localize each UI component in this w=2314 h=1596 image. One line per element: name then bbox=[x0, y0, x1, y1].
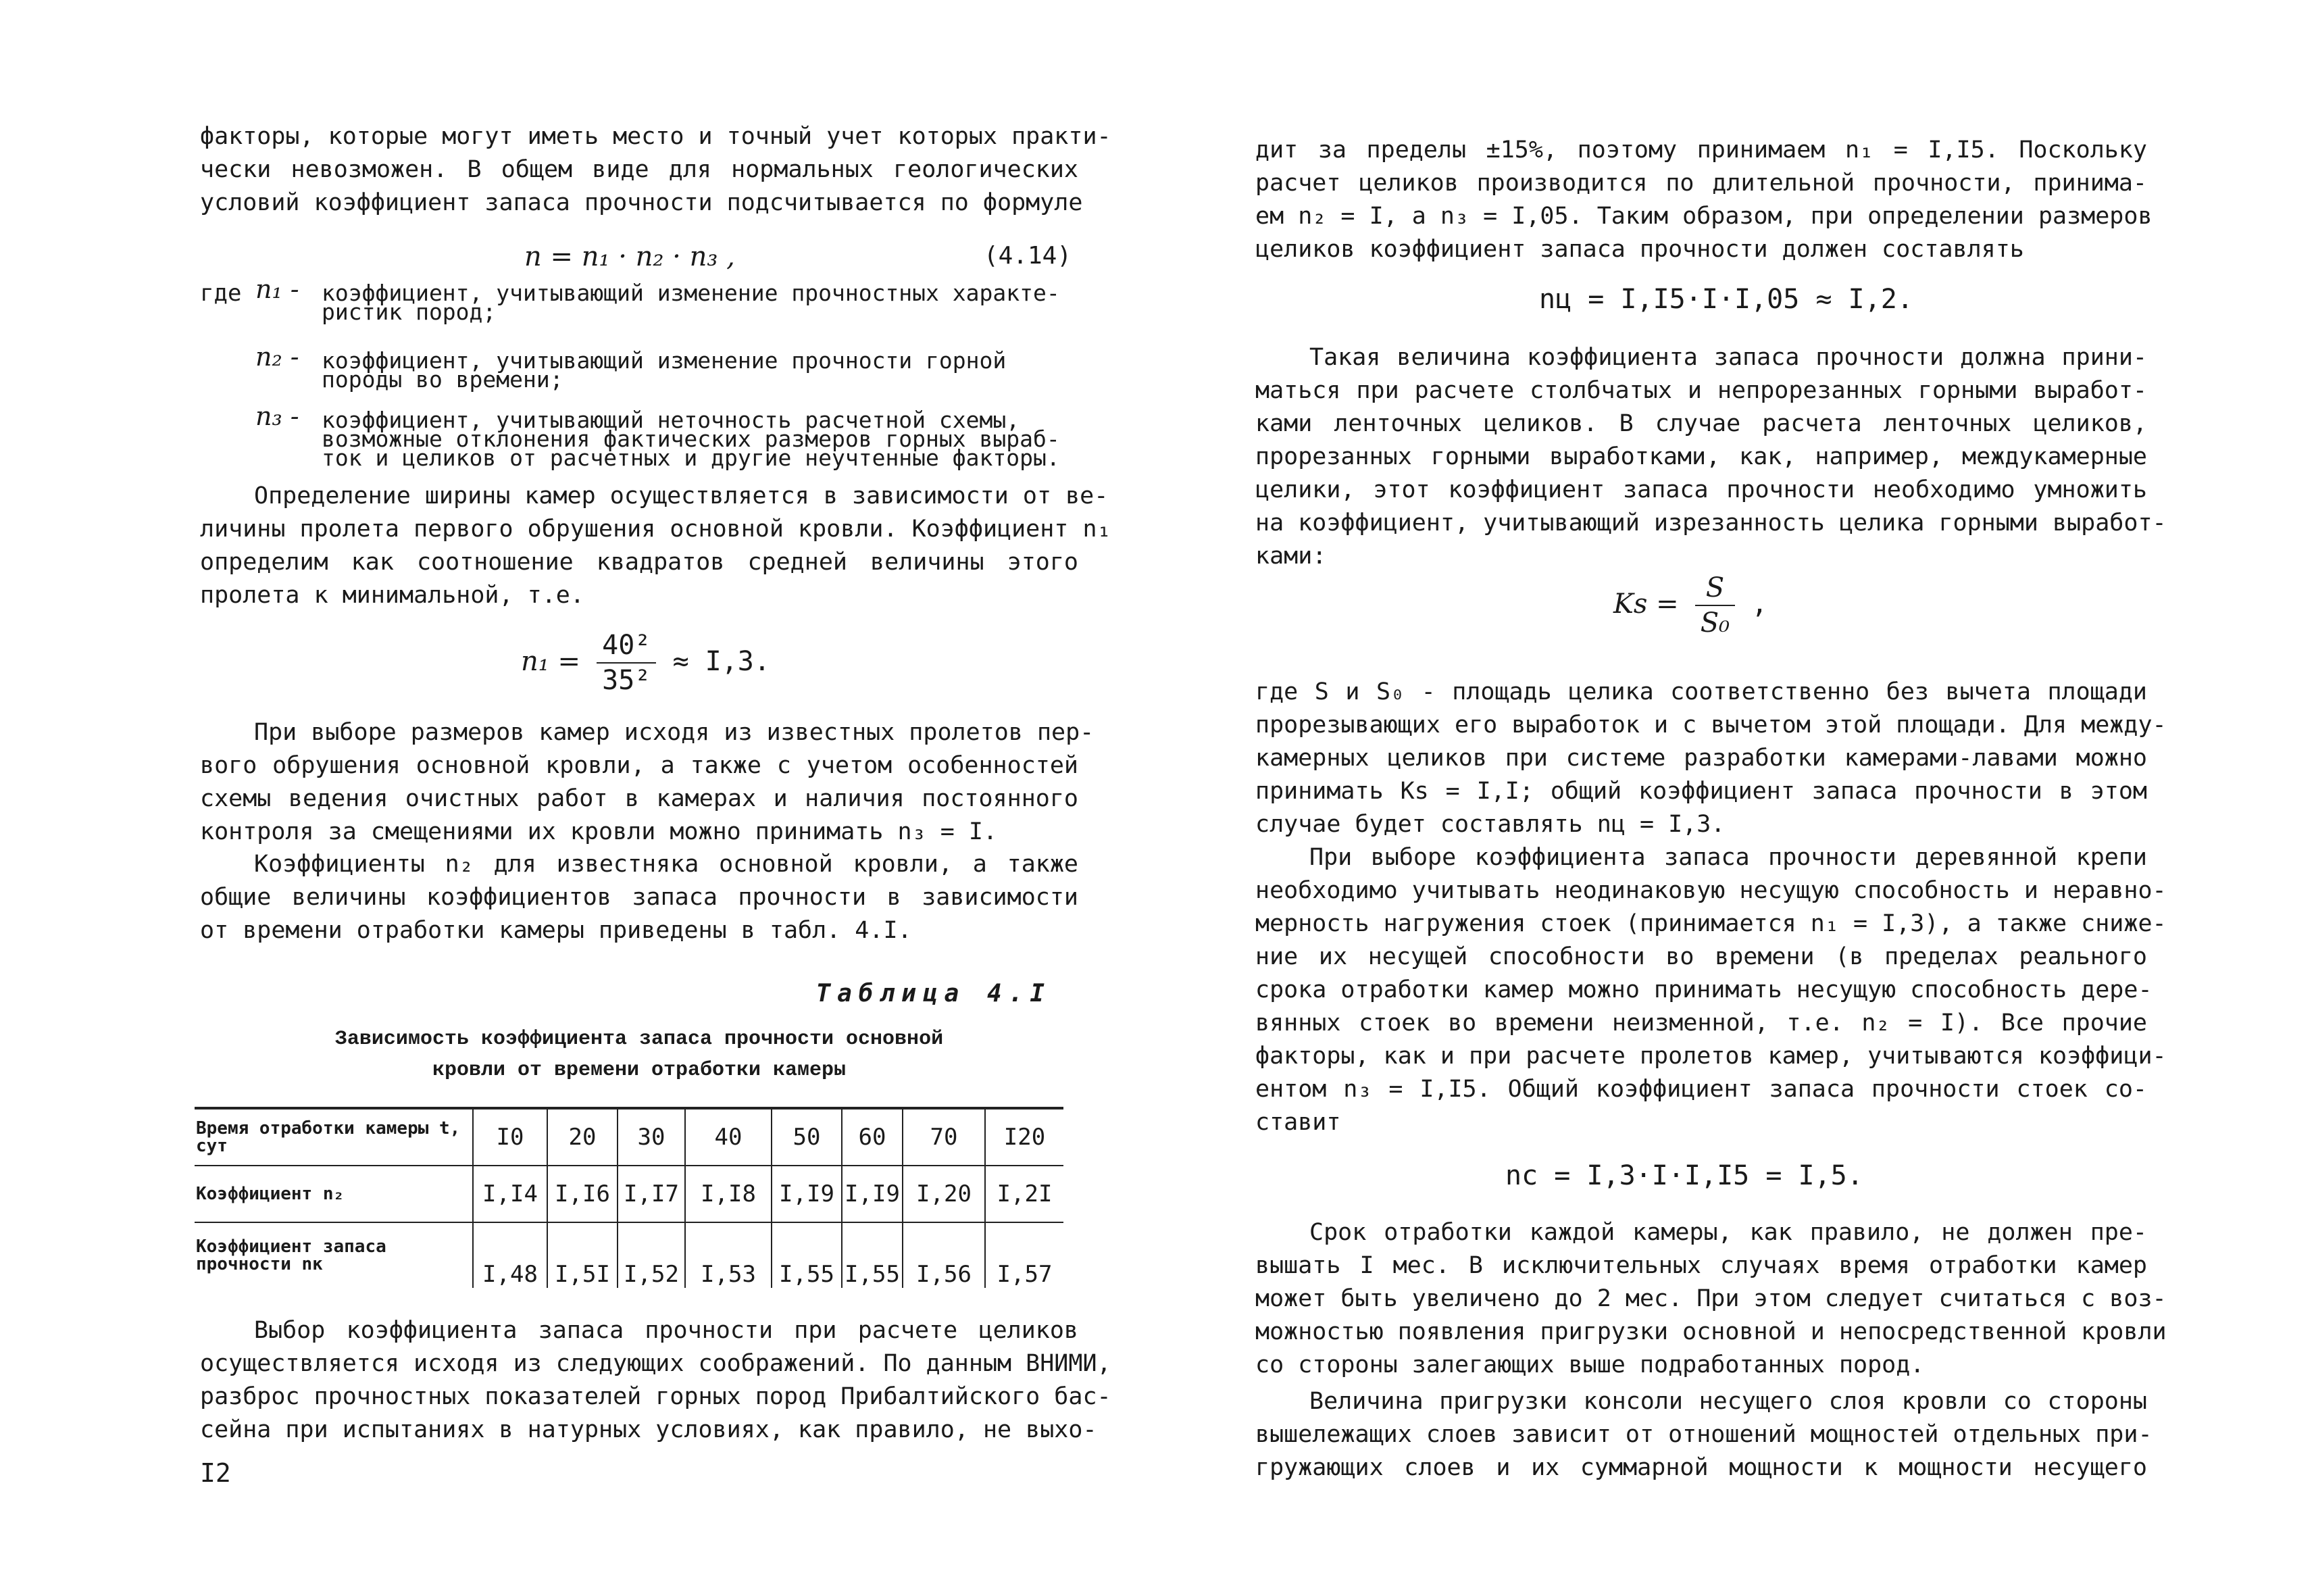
text-line: ток и целиков от расчетных и другие неучтенные факторы. bbox=[322, 445, 1060, 471]
table-cell: I,I4 bbox=[473, 1166, 547, 1222]
text-line: мерность нагружения стоек (принимается n₁ = I,3), а также сниже- bbox=[1255, 910, 2167, 937]
text-line: Величина пригрузки консоли несущего слоя кровли со стороны bbox=[1309, 1388, 2147, 1415]
text-line: вянных стоек во времени неизменной, т.е. n₂ = I). Все прочие bbox=[1255, 1009, 2147, 1037]
text-line: принимать Ks = I,I; общий коэффициент запаса прочности в этом bbox=[1255, 778, 2147, 805]
text-line: породы во времени; bbox=[322, 366, 563, 393]
text-line: определим как соотношение квадратов средней величины этого bbox=[200, 549, 1078, 576]
text-line: сейна при испытаниях в натурных условиях, как правило, не выхо- bbox=[200, 1416, 1097, 1443]
table-cell: I20 bbox=[985, 1108, 1063, 1166]
table-cell: I,52 bbox=[618, 1222, 685, 1288]
text-line: коэффициент, учитывающий неточность расчетной схемы, bbox=[322, 407, 1020, 433]
text-line: Коэффициенты n₂ для известняка основной кровли, а также bbox=[254, 851, 1078, 878]
table-cell: I,I6 bbox=[547, 1166, 618, 1222]
text-line: ем n₂ = I, а n₃ = I,05. Таким образом, при определении размеров bbox=[1255, 203, 2153, 230]
equation-lhs: n₁ = bbox=[521, 646, 581, 677]
text-line: кровли от времени отработки камеры bbox=[432, 1059, 847, 1082]
text-line: Определение ширины камер осуществляется в зависимости от ве- bbox=[254, 482, 1109, 509]
text-line: на коэффициент, учитывающий изрезанность целика горными выработ- bbox=[1255, 509, 2167, 537]
text-line: ставит bbox=[1255, 1109, 1341, 1136]
text-line: При выборе размеров камер исходя из известных пролетов пер- bbox=[254, 719, 1095, 746]
text-line: целики, этот коэффициент запаса прочности необходимо умножить bbox=[1255, 476, 2147, 503]
data-table bbox=[195, 1107, 1063, 1288]
table-cell: I,I9 bbox=[842, 1166, 903, 1222]
text-line: где S и S₀ - площадь целика соответственно без вычета площади bbox=[1255, 678, 2147, 705]
denominator: 35² bbox=[602, 665, 651, 696]
text-line: прорезанных горными выработками, как, например, междукамерные bbox=[1255, 443, 2147, 470]
text-line: контроля за смещениями их кровли можно принимать n₃ = I. bbox=[200, 818, 998, 845]
table-cell: 20 bbox=[547, 1108, 618, 1166]
paragraph bbox=[1255, 1216, 2167, 1382]
equation-n1 bbox=[521, 628, 770, 697]
table-cell: 30 bbox=[618, 1108, 685, 1166]
paragraph bbox=[200, 848, 1078, 947]
text-line: срока отработки камер можно принимать несущую способность дере- bbox=[1255, 976, 2153, 1003]
text-line: вого обрушения основной кровли, а также с учетом особенностей bbox=[200, 752, 1078, 779]
text-line: чески невозможен. В общем виде для нормальных геологических bbox=[200, 156, 1078, 183]
table-caption: Таблица 4.I bbox=[815, 980, 1051, 1007]
text-line: необходимо учитывать неодинаковую несущую способность и неравно- bbox=[1255, 877, 2167, 904]
text-line: целиков коэффициент запаса прочности должен составлять bbox=[1255, 236, 2024, 263]
paragraph bbox=[200, 120, 1111, 220]
text-line: пролета к минимальной, т.е. bbox=[200, 582, 584, 609]
table-title bbox=[200, 1024, 1078, 1086]
table-cell: I,48 bbox=[473, 1222, 547, 1288]
equation-4-14: n = n₁ · n₂ · n₃ , bbox=[524, 241, 735, 272]
table-cell: I,2I bbox=[985, 1166, 1063, 1222]
text-line: может быть увеличено до 2 мес. При этом следует считаться с воз- bbox=[1255, 1285, 2167, 1312]
text-line: разброс прочностных показателей горных пород Прибалтийского бас- bbox=[200, 1383, 1111, 1410]
equation-nc: nц = I,I5·I·I,05 ≈ I,2. bbox=[1539, 284, 1913, 315]
text-line: расчет целиков производится по длительной прочности, принима- bbox=[1255, 170, 2147, 197]
text-line: со стороны залегающих выше подработанных пород. bbox=[1255, 1351, 1925, 1378]
text-line: личины пролета первого обрушения основной кровли. Коэффициент n₁ bbox=[200, 516, 1111, 543]
equation-ks bbox=[1613, 571, 1767, 640]
table-cell: 40 bbox=[685, 1108, 772, 1166]
fraction bbox=[597, 628, 656, 697]
text-line: условий коэффициент запаса прочности подсчитывается по формуле bbox=[200, 189, 1083, 216]
row-header: Время отработки камеры t, сут bbox=[195, 1108, 473, 1166]
table-row bbox=[195, 1108, 1063, 1166]
right-page bbox=[1255, 0, 2167, 1596]
text-line: схемы ведения очистных работ в камерах и наличия постоянного bbox=[200, 785, 1078, 812]
equation-lhs: Ks = bbox=[1613, 589, 1679, 620]
text-line: ками ленточных целиков. В случае расчета ленточных целиков, bbox=[1255, 410, 2147, 437]
row-header: Коэффициент запаса прочности nк bbox=[195, 1222, 473, 1288]
table-cell: I,55 bbox=[772, 1222, 842, 1288]
table-cell: I,I9 bbox=[772, 1166, 842, 1222]
text-line: гружающих слоев и их суммарной мощности к мощности несущего bbox=[1255, 1454, 2147, 1481]
equation-nс: nс = I,3·I·I,I5 = I,5. bbox=[1505, 1160, 1863, 1191]
text-line: При выборе коэффициента запаса прочности деревянной крепи bbox=[1309, 844, 2147, 871]
table-cell: I,I8 bbox=[685, 1166, 772, 1222]
text-line: факторы, как и при расчете пролетов камер, учитываются коэффици- bbox=[1255, 1043, 2167, 1070]
table-cell: I,55 bbox=[842, 1222, 903, 1288]
text-line: возможные отклонения фактических размеров горных выраб- bbox=[322, 426, 1060, 452]
table-cell: I,20 bbox=[903, 1166, 985, 1222]
table-cell: I,I7 bbox=[618, 1166, 685, 1222]
paragraph bbox=[1255, 841, 2167, 1139]
text-line: Такая величина коэффициента запаса прочности должна прини- bbox=[1309, 344, 2147, 371]
equation-number: (4.14) bbox=[983, 242, 1072, 270]
table-cell: I,56 bbox=[903, 1222, 985, 1288]
symbol: n₂ - bbox=[255, 342, 299, 372]
text-line: прорезывающих его выработок и с вычетом этой площади. Для между- bbox=[1255, 712, 2167, 739]
fraction bbox=[1695, 571, 1735, 640]
text-line: вышележащих слоев зависит от отношений мощностей отдельных при- bbox=[1255, 1421, 2153, 1448]
where-label: где bbox=[200, 280, 242, 307]
text-line: ентом n₃ = I,I5. Общий коэффициент запаса прочности стоек со- bbox=[1255, 1076, 2147, 1103]
text-line: ристик пород; bbox=[322, 299, 497, 325]
text-line: маться при расчете столбчатых и непрорезанных горными выработ- bbox=[1255, 377, 2147, 404]
paragraph bbox=[200, 480, 1111, 612]
paragraph bbox=[1255, 676, 2167, 841]
table-row bbox=[195, 1222, 1063, 1288]
text-line: случае будет составлять nц = I,3. bbox=[1255, 811, 1726, 838]
text-line: от времени отработки камеры приведены в табл. 4.I. bbox=[200, 917, 912, 944]
equation-rhs: ≈ I,3. bbox=[672, 646, 770, 677]
denominator: S₀ bbox=[1700, 607, 1730, 639]
paragraph bbox=[200, 716, 1095, 849]
equation-rhs: , bbox=[1751, 589, 1768, 620]
row-header: Коэффициент n₂ bbox=[195, 1166, 473, 1222]
table-cell: I,53 bbox=[685, 1222, 772, 1288]
table-cell: I0 bbox=[473, 1108, 547, 1166]
text-line: коэффициент, учитывающий изменение прочностных характе- bbox=[322, 280, 1060, 306]
paragraph bbox=[1255, 341, 2167, 573]
text-line: коэффициент, учитывающий изменение прочности горной bbox=[322, 347, 1007, 374]
text-line: факторы, которые могут иметь место и точный учет которых практи- bbox=[200, 123, 1111, 150]
paragraph bbox=[1255, 134, 2153, 266]
numerator: S bbox=[1695, 571, 1735, 606]
symbol: n₃ - bbox=[255, 401, 299, 431]
table-cell: I,57 bbox=[985, 1222, 1063, 1288]
text-line: вышать I мес. В исключительных случаях время отработки камер bbox=[1255, 1252, 2147, 1279]
left-page bbox=[196, 0, 1111, 1596]
symbol: n₁ - bbox=[255, 274, 299, 304]
text-line: Выбор коэффициента запаса прочности при расчете целиков bbox=[254, 1317, 1078, 1344]
page-number: I2 bbox=[200, 1458, 231, 1488]
definitions-list bbox=[200, 274, 1078, 487]
text-line: общие величины коэффициентов запаса прочности в зависимости bbox=[200, 884, 1078, 911]
text-line: осуществляется исходя из следующих соображений. По данным ВНИМИ, bbox=[200, 1350, 1111, 1377]
table-row bbox=[195, 1166, 1063, 1222]
text-line: Срок отработки каждой камеры, как правило, не должен пре- bbox=[1309, 1219, 2147, 1246]
text-line: ние их несущей способности во времени (в пределах реального bbox=[1255, 943, 2147, 970]
text-line: можностью появления пригрузки основной и непосредственной кровли bbox=[1255, 1318, 2167, 1345]
text-line: ками: bbox=[1255, 543, 1327, 570]
table-cell: I,5I bbox=[547, 1222, 618, 1288]
paragraph bbox=[200, 1314, 1111, 1447]
table-cell: 50 bbox=[772, 1108, 842, 1166]
paragraph bbox=[1255, 1385, 2153, 1485]
table-cell: 60 bbox=[842, 1108, 903, 1166]
text-line: камерных целиков при системе разработки камерами-лавами можно bbox=[1255, 745, 2147, 772]
numerator: 40² bbox=[597, 628, 656, 664]
text-line: Зависимость коэффициента запаса прочности основной bbox=[334, 1028, 944, 1051]
table-cell: 70 bbox=[903, 1108, 985, 1166]
text-line: дит за пределы ±15%, поэтому принимаем n₁ = I,I5. Поскольку bbox=[1255, 136, 2147, 164]
